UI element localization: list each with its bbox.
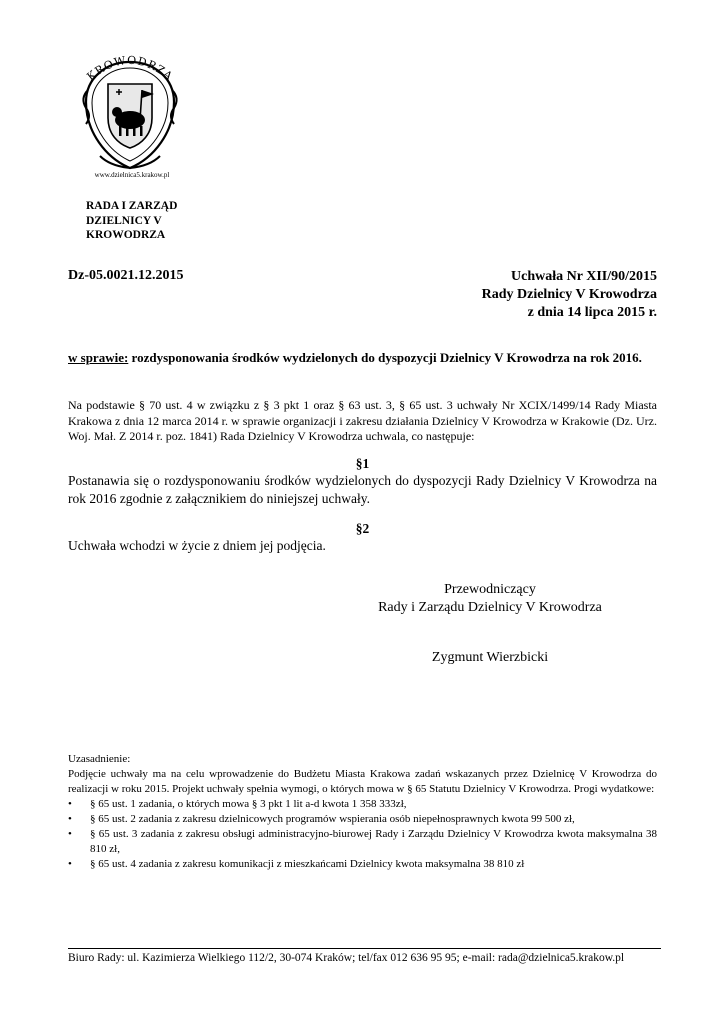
bullet-icon: • xyxy=(68,828,72,840)
section-1-text: Postanawia się o rozdysponowaniu środków wydzielonych do dyspozycji Rady Dzielnicy V Krowodrza na rok 2016 zgodnie z załącznikiem do niniejszej uchwały. xyxy=(68,473,657,506)
justification-text: Podjęcie uchwały ma na celu wprowadzenie do Budżetu Miasta Krakowa zadań wskazanych przez Dzielnicę V Krowodrza do realizacji w roku 2015. Projekt uchwały spełnia wymogi, o których mowa w § 65 Statutu Dzielnicy V Krowodrza. Progi wydatkowe: xyxy=(68,768,657,795)
justification-title: Uzasadnienie: xyxy=(68,753,131,765)
section-1-title: §1 xyxy=(355,456,370,471)
organization-name xyxy=(86,199,177,243)
svg-text:KROWODRZA: KROWODRZA xyxy=(84,53,176,84)
org-line: DZIELNICY V xyxy=(86,214,162,227)
section-2-title: §2 xyxy=(355,521,370,536)
bullet-icon: • xyxy=(68,798,72,810)
list-item: • § 65 ust. 4 zadania z zakresu komunikacji z mieszkańcami Dzielnicy kwota maksymalna 38 810 zł xyxy=(68,858,525,870)
section-2-text: Uchwała wchodzi w życie z dniem jej podjęcia. xyxy=(68,538,326,553)
subject-lead: w sprawie: xyxy=(68,350,129,365)
footer-divider xyxy=(68,948,661,949)
document-reference-number: Dz-05.0021.12.2015 xyxy=(68,268,184,283)
office-contact-footer: Biuro Rady: ul. Kazimierza Wielkiego 112/2, 30-074 Kraków; tel/fax 012 636 95 95; e-mail: rada@dzielnica5.krakow.pl xyxy=(68,952,625,964)
resolution-subject xyxy=(68,349,657,366)
signatory-role: Przewodniczący xyxy=(444,582,536,597)
org-line: KROWODRZA xyxy=(86,229,166,241)
subject-text: rozdysponowania środków wydzielonych do dyspozycji Dzielnicy V Krowodrza na rok 2016. xyxy=(128,350,642,365)
resolution-number: Uchwała Nr XII/90/2015 xyxy=(511,269,657,284)
legal-basis-paragraph: Na podstawie § 70 ust. 4 w związku z § 3 pkt 1 oraz § 63 ust. 3, § 65 ust. 3 uchwały Nr XCIX/1499/14 Rady Miasta Krakowa z dnia 12 marca 2014 r. w sprawie organizacji i zakresu działania Dzielnicy V Krowodrza w Krakowie (Dz. Urz. Woj. Mał. Z 2014 r. poz. 1841) Rada Dzielnicy V Krowodrza uchwala, co następuje: xyxy=(68,398,657,443)
resolution-body: Rady Dzielnicy V Krowodrza xyxy=(481,287,657,302)
bullet-icon: • xyxy=(68,858,72,870)
expenditure-thresholds-list xyxy=(68,797,657,872)
signatory-name: Zygmunt Wierzbicki xyxy=(431,650,549,665)
list-item: • § 65 ust. 3 zadania z zakresu obsługi administracyjno-biurowej Rady i Zarządu Dzielnicy V Krowodrza kwota maksymalna 38 810 zł, xyxy=(68,828,657,855)
district-crest-logo xyxy=(70,40,190,175)
district-website-url: www.dzielnica5.krakow.pl xyxy=(94,171,170,179)
resolution-date: z dnia 14 lipca 2015 r. xyxy=(527,305,657,320)
signatory-body: Rady i Zarządu Dzielnicy V Krowodrza xyxy=(378,600,602,615)
bullet-icon: • xyxy=(68,813,72,825)
org-line: RADA I ZARZĄD xyxy=(86,200,178,212)
list-item: • § 65 ust. 1 zadania, o których mowa § 3 pkt 1 lit a-d kwota 1 358 333zł, xyxy=(68,798,407,810)
crest-seal-icon xyxy=(70,40,190,175)
list-item: • § 65 ust. 2 zadania z zakresu dzielnicowych programów wspierania osób niepełnosprawnych kwota 99 500 zł, xyxy=(68,813,575,825)
justification-section xyxy=(68,752,657,872)
resolution-header xyxy=(482,268,657,322)
